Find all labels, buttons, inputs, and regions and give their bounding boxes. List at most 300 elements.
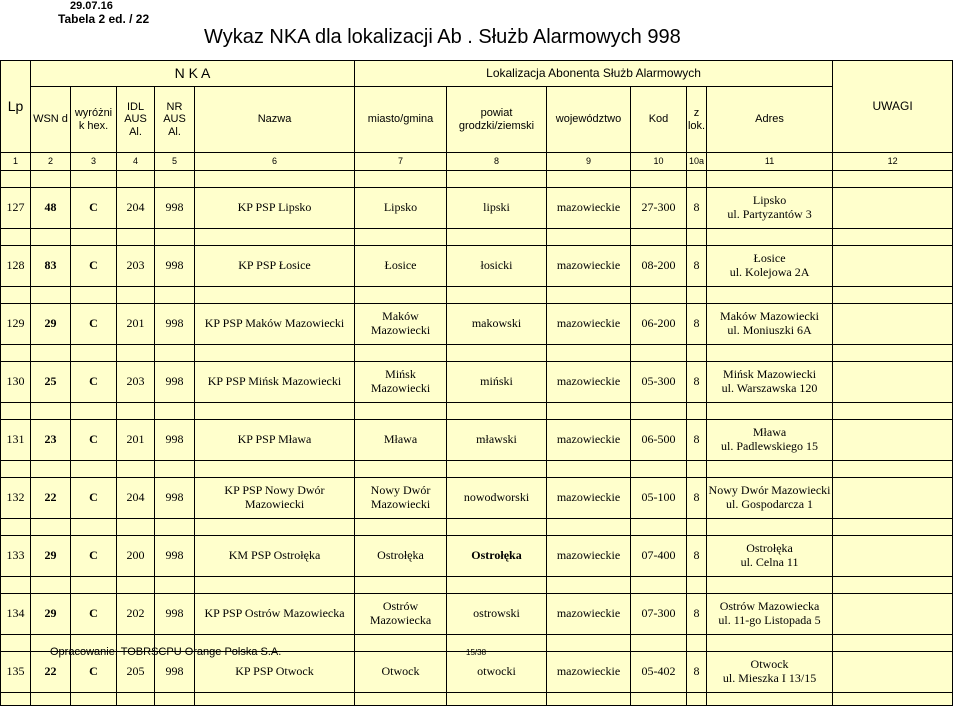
cell-z-lok: 8: [687, 536, 707, 577]
cell-wsn: 22: [31, 478, 71, 519]
col-header-nr-line2: AUS: [163, 113, 186, 126]
cell-nazwa: KP PSP Ostrów Mazowiecka: [195, 594, 355, 635]
footer: [50, 646, 487, 658]
spacer-cell: [195, 519, 355, 536]
spacer-cell: [117, 287, 155, 304]
spacer-cell: [707, 345, 833, 362]
table-row: [1, 246, 953, 287]
spacer-cell: [195, 403, 355, 420]
spacer-cell: [1, 287, 31, 304]
column-number-cell: 4: [117, 153, 155, 171]
cell-miasto-line2: Mazowiecki: [370, 381, 431, 395]
cell-idl: 202: [117, 594, 155, 635]
cell-nazwa: KP PSP Łosice: [195, 246, 355, 287]
column-number-cell: 2: [31, 153, 71, 171]
spacer-cell: [31, 519, 71, 536]
cell-uwagi: [833, 304, 953, 345]
cell-nazwa: KP PSP Otwock: [195, 652, 355, 693]
spacer-cell: [547, 461, 631, 478]
spacer-cell: [355, 577, 447, 594]
cell-nr: 998: [155, 652, 195, 693]
spacer-cell: [31, 287, 71, 304]
cell-uwagi: [833, 246, 953, 287]
cell-miasto: [355, 536, 447, 577]
cell-wsn: 83: [31, 246, 71, 287]
spacer-cell: [71, 519, 117, 536]
page-title: Wykaz NKA dla lokalizacji Ab . Służb Alarmowych 998: [204, 26, 681, 48]
cell-miasto: [355, 246, 447, 287]
table-row: [1, 594, 953, 635]
spacer-cell: [687, 345, 707, 362]
col-header-wyrozni: [71, 87, 117, 153]
spacer-cell: [687, 229, 707, 246]
column-number-cell: 9: [547, 153, 631, 171]
cell-uwagi: [833, 594, 953, 635]
cell-adres: [707, 420, 833, 461]
spacer-cell: [447, 461, 547, 478]
document-date: 29.07.16: [70, 0, 113, 12]
row-spacer: [1, 403, 953, 420]
cell-miasto-line2: Mazowiecka: [369, 613, 432, 627]
cell-adres-line2: ul. Padlewskiego 15: [721, 439, 819, 453]
spacer-cell: [117, 171, 155, 188]
cell-kod: 08-200: [631, 246, 687, 287]
cell-wyrozni: C: [71, 536, 117, 577]
cell-wsn: 22: [31, 652, 71, 693]
spacer-cell: [631, 171, 687, 188]
spacer-cell: [707, 403, 833, 420]
spacer-cell: [155, 287, 195, 304]
col-header-uwagi: UWAGI: [833, 61, 953, 153]
row-spacer: [1, 171, 953, 188]
cell-adres-line2: ul. Partyzantów 3: [727, 207, 812, 221]
spacer-cell: [631, 635, 687, 652]
cell-miasto-line1: Mińsk: [385, 367, 416, 382]
spacer-cell: [833, 693, 953, 706]
spacer-cell: [195, 171, 355, 188]
spacer-cell: [1, 171, 31, 188]
cell-lp: 129: [1, 304, 31, 345]
cell-miasto-line1: Nowy Dwór: [370, 483, 431, 498]
cell-adres-line2: ul. Kolejowa 2A: [729, 265, 810, 279]
spacer-cell: [1, 635, 31, 652]
cell-adres-line1: Nowy Dwór Mazowiecki: [708, 483, 831, 498]
cell-adres: [707, 304, 833, 345]
cell-nr: 998: [155, 188, 195, 229]
column-number-cell: 12: [833, 153, 953, 171]
spacer-cell: [155, 519, 195, 536]
spacer-cell: [833, 403, 953, 420]
cell-adres-line1: Ostrołęka: [746, 541, 793, 556]
column-number-cell: 10: [631, 153, 687, 171]
spacer-cell: [1, 519, 31, 536]
spacer-cell: [687, 577, 707, 594]
spacer-cell: [547, 693, 631, 706]
cell-wojewodztwo: mazowieckie: [547, 304, 631, 345]
cell-powiat: nowodworski: [447, 478, 547, 519]
cell-nazwa: KP PSP Nowy Dwór Mazowiecki: [195, 478, 355, 519]
cell-adres-line1: Ostrów Mazowiecka: [719, 599, 820, 614]
row-spacer: [1, 287, 953, 304]
spacer-cell: [687, 693, 707, 706]
column-number-cell: 8: [447, 153, 547, 171]
spacer-cell: [687, 635, 707, 652]
cell-kod: 05-402: [631, 652, 687, 693]
spacer-cell: [31, 693, 71, 706]
cell-adres-line1: Otwock: [750, 657, 789, 672]
cell-nazwa: KP PSP Maków Mazowiecki: [195, 304, 355, 345]
spacer-cell: [1, 577, 31, 594]
spacer-cell: [547, 229, 631, 246]
spacer-cell: [31, 577, 71, 594]
spacer-cell: [547, 519, 631, 536]
spacer-cell: [833, 345, 953, 362]
spacer-cell: [447, 345, 547, 362]
cell-powiat: mławski: [447, 420, 547, 461]
spacer-cell: [355, 635, 447, 652]
spacer-cell: [833, 229, 953, 246]
spacer-cell: [833, 171, 953, 188]
spacer-cell: [631, 229, 687, 246]
cell-miasto: [355, 304, 447, 345]
cell-miasto: [355, 362, 447, 403]
cell-powiat: miński: [447, 362, 547, 403]
spacer-cell: [707, 461, 833, 478]
cell-miasto-line1: Łosice: [384, 258, 417, 273]
spacer-cell: [1, 345, 31, 362]
cell-adres-line2: ul. Celna 11: [740, 555, 799, 569]
cell-miasto: [355, 652, 447, 693]
column-number-cell: 3: [71, 153, 117, 171]
spacer-cell: [155, 229, 195, 246]
cell-wyrozni: C: [71, 246, 117, 287]
cell-idl: 204: [117, 478, 155, 519]
col-header-miasto: miasto/gmina: [355, 87, 447, 153]
spacer-cell: [631, 693, 687, 706]
spacer-cell: [631, 577, 687, 594]
spacer-cell: [687, 287, 707, 304]
spacer-cell: [707, 519, 833, 536]
cell-kod: 07-400: [631, 536, 687, 577]
cell-miasto: [355, 478, 447, 519]
spacer-cell: [687, 403, 707, 420]
cell-idl: 204: [117, 188, 155, 229]
cell-adres: [707, 536, 833, 577]
cell-miasto: [355, 188, 447, 229]
spacer-cell: [195, 287, 355, 304]
spacer-cell: [355, 287, 447, 304]
cell-kod: 27-300: [631, 188, 687, 229]
spacer-cell: [547, 171, 631, 188]
cell-wojewodztwo: mazowieckie: [547, 652, 631, 693]
spacer-cell: [1, 229, 31, 246]
cell-uwagi: [833, 420, 953, 461]
column-number-cell: 5: [155, 153, 195, 171]
spacer-cell: [155, 171, 195, 188]
spacer-cell: [447, 519, 547, 536]
page-number: 15/38: [466, 648, 487, 657]
cell-uwagi: [833, 188, 953, 229]
spacer-cell: [631, 403, 687, 420]
spacer-cell: [155, 461, 195, 478]
spacer-cell: [117, 229, 155, 246]
cell-wsn: 29: [31, 536, 71, 577]
cell-adres: [707, 246, 833, 287]
spacer-cell: [71, 693, 117, 706]
spacer-cell: [1, 693, 31, 706]
cell-nr: 998: [155, 362, 195, 403]
cell-lp: 135: [1, 652, 31, 693]
cell-idl: 205: [117, 652, 155, 693]
spacer-cell: [355, 171, 447, 188]
cell-adres-line2: ul. Warszawska 120: [721, 381, 818, 395]
cell-miasto-line1: Maków: [382, 309, 419, 324]
cell-idl: 203: [117, 246, 155, 287]
col-header-z-line1: z: [693, 106, 700, 119]
spacer-cell: [31, 403, 71, 420]
cell-wyrozni: C: [71, 478, 117, 519]
spacer-cell: [833, 287, 953, 304]
spacer-cell: [355, 693, 447, 706]
cell-adres-line1: Łosice: [753, 251, 786, 266]
table-label: Tabela 2 ed. / 22: [58, 12, 150, 26]
cell-wojewodztwo: mazowieckie: [547, 478, 631, 519]
spacer-cell: [447, 635, 547, 652]
spacer-cell: [833, 461, 953, 478]
cell-nr: 998: [155, 478, 195, 519]
col-header-nr-line3: Al.: [168, 125, 181, 138]
column-number-cell: 7: [355, 153, 447, 171]
spacer-cell: [447, 287, 547, 304]
spacer-cell: [547, 403, 631, 420]
spacer-cell: [195, 229, 355, 246]
spacer-cell: [631, 287, 687, 304]
cell-idl: 201: [117, 420, 155, 461]
nka-table: [0, 60, 953, 706]
col-header-nr-line1: NR: [166, 100, 183, 113]
spacer-cell: [155, 577, 195, 594]
spacer-cell: [71, 171, 117, 188]
cell-adres-line2: ul. Gospodarcza 1: [726, 497, 814, 511]
row-spacer: [1, 519, 953, 536]
cell-adres-line2: ul. Mieszka I 13/15: [722, 671, 817, 685]
col-header-wyrozni-line2: k hex.: [78, 119, 109, 132]
table-row: [1, 478, 953, 519]
spacer-cell: [447, 229, 547, 246]
row-spacer: [1, 345, 953, 362]
spacer-cell: [631, 461, 687, 478]
spacer-cell: [707, 635, 833, 652]
cell-z-lok: 8: [687, 652, 707, 693]
spacer-cell: [833, 577, 953, 594]
col-header-powiat-line2: grodzki/ziemski: [458, 119, 535, 132]
spacer-cell: [117, 693, 155, 706]
spacer-cell: [833, 519, 953, 536]
cell-idl: 203: [117, 362, 155, 403]
spacer-cell: [31, 171, 71, 188]
row-spacer: [1, 577, 953, 594]
col-header-adres: Adres: [707, 87, 833, 153]
col-header-idl-line1: IDL: [126, 100, 145, 113]
col-header-wyrozni-line1: wyróżni: [74, 106, 113, 119]
cell-kod: 05-100: [631, 478, 687, 519]
spacer-cell: [355, 229, 447, 246]
col-header-powiat-line1: powiat: [480, 106, 513, 119]
cell-wsn: 29: [31, 304, 71, 345]
cell-nazwa: KM PSP Ostrołęka: [195, 536, 355, 577]
spacer-cell: [547, 577, 631, 594]
cell-nazwa: KP PSP Mława: [195, 420, 355, 461]
col-header-lp: Lp: [1, 61, 31, 153]
cell-adres-line2: ul. 11-go Listopada 5: [718, 613, 821, 627]
spacer-cell: [447, 403, 547, 420]
col-header-wsn: WSN d: [31, 87, 71, 153]
spacer-cell: [195, 693, 355, 706]
row-spacer: [1, 461, 953, 478]
spacer-cell: [547, 635, 631, 652]
cell-powiat: Ostrołęka: [447, 536, 547, 577]
spacer-cell: [1, 403, 31, 420]
cell-z-lok: 8: [687, 304, 707, 345]
cell-uwagi: [833, 536, 953, 577]
cell-kod: 06-200: [631, 304, 687, 345]
cell-miasto-line1: Mława: [383, 432, 418, 447]
spacer-cell: [31, 229, 71, 246]
cell-kod: 06-500: [631, 420, 687, 461]
cell-lp: 128: [1, 246, 31, 287]
cell-wojewodztwo: mazowieckie: [547, 420, 631, 461]
spacer-cell: [71, 461, 117, 478]
spacer-cell: [1, 461, 31, 478]
cell-miasto: [355, 594, 447, 635]
spacer-cell: [355, 461, 447, 478]
cell-wyrozni: C: [71, 304, 117, 345]
column-number-row: [1, 153, 953, 171]
cell-nazwa: KP PSP Lipsko: [195, 188, 355, 229]
column-number-cell: 11: [707, 153, 833, 171]
cell-wojewodztwo: mazowieckie: [547, 362, 631, 403]
spacer-cell: [687, 519, 707, 536]
cell-adres-line1: Mińsk Mazowiecki: [723, 367, 817, 382]
spacer-cell: [117, 345, 155, 362]
row-spacer: [1, 693, 953, 706]
spacer-cell: [155, 403, 195, 420]
spacer-cell: [31, 461, 71, 478]
cell-adres: [707, 478, 833, 519]
spacer-cell: [707, 287, 833, 304]
row-spacer: [1, 229, 953, 246]
spacer-cell: [71, 287, 117, 304]
cell-wyrozni: C: [71, 652, 117, 693]
spacer-cell: [707, 229, 833, 246]
cell-kod: 07-300: [631, 594, 687, 635]
spacer-cell: [547, 287, 631, 304]
cell-wyrozni: C: [71, 188, 117, 229]
cell-powiat: lipski: [447, 188, 547, 229]
col-header-nazwa: Nazwa: [195, 87, 355, 153]
col-header-nka: N K A: [31, 61, 355, 87]
col-header-nr: [155, 87, 195, 153]
cell-z-lok: 8: [687, 246, 707, 287]
cell-lp: 132: [1, 478, 31, 519]
cell-miasto-line2: Mazowiecki: [370, 323, 431, 337]
spacer-cell: [155, 693, 195, 706]
spacer-cell: [355, 345, 447, 362]
spacer-cell: [31, 345, 71, 362]
spacer-cell: [195, 577, 355, 594]
cell-wsn: 29: [31, 594, 71, 635]
spacer-cell: [71, 345, 117, 362]
col-header-lokalizacja: Lokalizacja Abonenta Służb Alarmowych: [355, 61, 833, 87]
spacer-cell: [707, 171, 833, 188]
cell-nr: 998: [155, 304, 195, 345]
spacer-cell: [117, 519, 155, 536]
footer-prepared-by: Opracowanie: TOBRSCPU Orange Polska S.A.: [50, 646, 282, 658]
cell-z-lok: 8: [687, 362, 707, 403]
cell-idl: 201: [117, 304, 155, 345]
spacer-cell: [155, 345, 195, 362]
spacer-cell: [707, 577, 833, 594]
cell-adres-line2: ul. Moniuszki 6A: [727, 323, 812, 337]
spacer-cell: [447, 577, 547, 594]
col-header-z-lok: [687, 87, 707, 153]
spacer-cell: [71, 229, 117, 246]
cell-lp: 134: [1, 594, 31, 635]
cell-z-lok: 8: [687, 478, 707, 519]
col-header-powiat: [447, 87, 547, 153]
col-header-wojewodztwo: województwo: [547, 87, 631, 153]
table-row: [1, 188, 953, 229]
cell-powiat: ostrowski: [447, 594, 547, 635]
spacer-cell: [355, 403, 447, 420]
cell-wsn: 48: [31, 188, 71, 229]
cell-nr: 998: [155, 246, 195, 287]
cell-nazwa: KP PSP Mińsk Mazowiecki: [195, 362, 355, 403]
spacer-cell: [547, 345, 631, 362]
cell-lp: 133: [1, 536, 31, 577]
cell-wojewodztwo: mazowieckie: [547, 594, 631, 635]
cell-miasto-line1: Ostrołęka: [377, 548, 424, 563]
cell-adres: [707, 594, 833, 635]
table-row: [1, 420, 953, 461]
spacer-cell: [631, 345, 687, 362]
cell-nr: 998: [155, 594, 195, 635]
table-row: [1, 536, 953, 577]
spacer-cell: [631, 519, 687, 536]
spacer-cell: [117, 461, 155, 478]
cell-powiat: łosicki: [447, 246, 547, 287]
col-header-z-line2: lok.: [687, 119, 706, 132]
cell-kod: 05-300: [631, 362, 687, 403]
cell-uwagi: [833, 478, 953, 519]
spacer-cell: [707, 693, 833, 706]
cell-nr: 998: [155, 420, 195, 461]
spacer-cell: [117, 577, 155, 594]
cell-powiat: makowski: [447, 304, 547, 345]
spacer-cell: [687, 171, 707, 188]
spacer-cell: [195, 461, 355, 478]
col-header-idl-line3: Al.: [129, 125, 142, 138]
cell-z-lok: 8: [687, 188, 707, 229]
cell-miasto-line1: Otwock: [381, 664, 420, 679]
cell-lp: 127: [1, 188, 31, 229]
cell-adres-line1: Mława: [752, 425, 787, 440]
cell-wojewodztwo: mazowieckie: [547, 188, 631, 229]
cell-wojewodztwo: mazowieckie: [547, 246, 631, 287]
cell-wyrozni: C: [71, 594, 117, 635]
cell-nr: 998: [155, 536, 195, 577]
spacer-cell: [687, 461, 707, 478]
